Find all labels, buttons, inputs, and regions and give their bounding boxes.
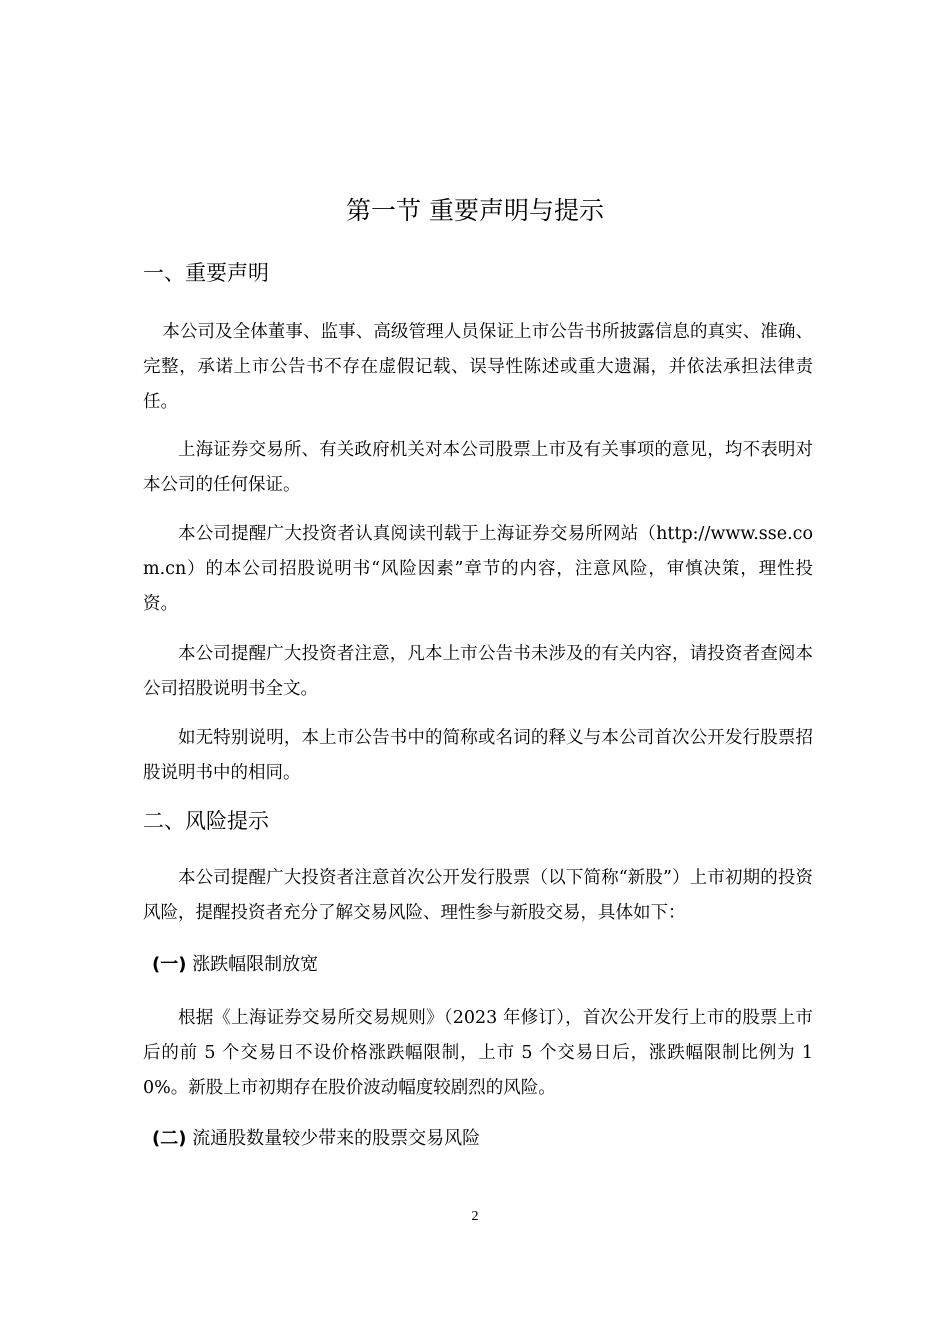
sub-heading-title: 涨跌幅限制放宽 — [192, 954, 319, 975]
risk-intro-paragraph: 本公司提醒广大投资者注意首次公开发行股票（以下简称“新股”）上市初期的投资风险，提醒投资者充分了解交易风险、理性参与新股交易，具体如下： — [143, 868, 813, 923]
price-limit-paragraph: 根据《上海证券交易所交易规则》（2023 年修订），首次公开发行上市的股票上市后的前 5 个交易日不设价格涨跌幅限制，上市 5 个交易日后，涨跌幅限制比例为 10%。新股上市初期存在股价波动幅度较剧烈的风险。 — [143, 1008, 813, 1098]
statement-paragraph-3: 本公司提醒广大投资者认真阅读刊载于上海证券交易所网站（http://www.sse.com.cn）的本公司招股说明书“风险因素”章节的内容，注意风险，审慎决策，理性投资。 — [143, 524, 813, 614]
sub-heading-number: (二) — [152, 1128, 187, 1149]
section-heading-risk-notice: 二、风险提示 — [143, 809, 269, 833]
sub-heading-title: 流通股数量较少带来的股票交易风险 — [192, 1128, 481, 1149]
statement-paragraph-5: 如无特别说明，本上市公告书中的简称或名词的释义与本公司首次公开发行股票招股说明书中的相同。 — [143, 728, 813, 783]
section-heading-important-statement: 一、重要声明 — [143, 261, 269, 285]
page-title: 第一节 重要声明与提示 — [346, 196, 604, 225]
statement-paragraph-4: 本公司提醒广大投资者注意，凡本上市公告书未涉及的有关内容，请投资者查阅本公司招股说明书全文。 — [143, 644, 813, 699]
statement-paragraph-1: 本公司及全体董事、监事、高级管理人员保证上市公告书所披露信息的真实、准确、完整，承诺上市公告书不存在虚假记载、误导性陈述或重大遗漏，并依法承担法律责任。 — [143, 322, 813, 412]
page-number: 2 — [471, 1209, 479, 1224]
sub-heading-price-limit — [152, 952, 318, 978]
statement-paragraph-2: 上海证券交易所、有关政府机关对本公司股票上市及有关事项的意见，均不表明对本公司的任何保证。 — [143, 440, 813, 495]
sub-heading-number: (一) — [152, 954, 187, 975]
sub-heading-float-shares — [152, 1126, 480, 1152]
